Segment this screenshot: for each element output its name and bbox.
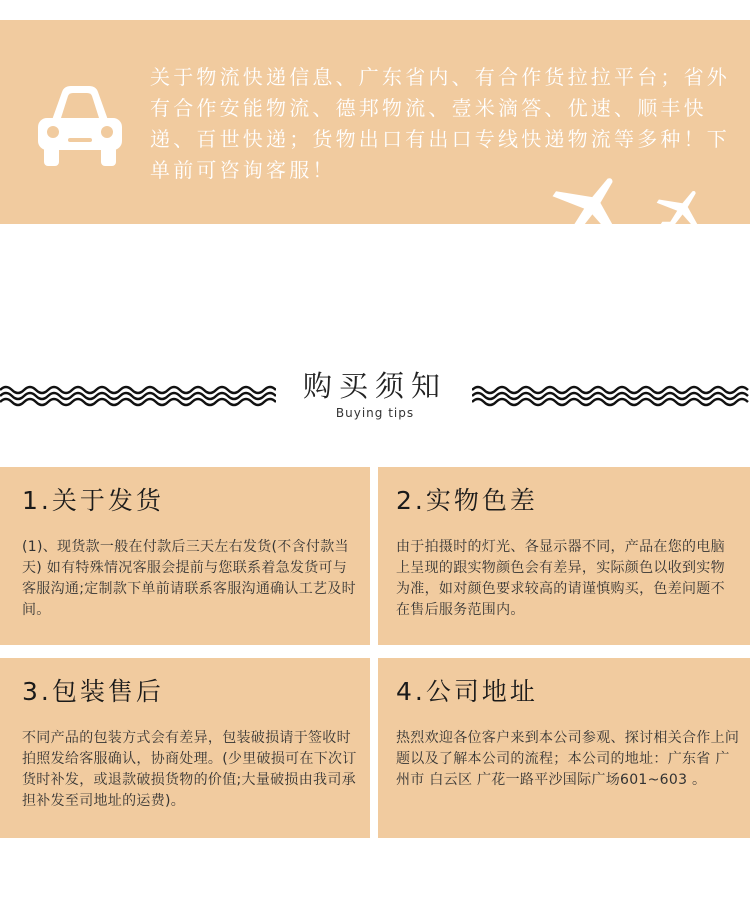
shipping-info-text: 关于物流快递信息、广东省内、有合作货拉拉平台；省外有合作安能物流、德邦物流、壹米滴答、优速、顺丰快递、百世快递；货物出口有出口专线快递物流等多种！下单前可咨询客服！ [150, 65, 730, 182]
card-title: 1.关于发货 [22, 486, 164, 515]
card-body: 由于拍摄时的灯光、各显示器不同，产品在您的电脑上呈现的跟实物颜色会有差异，实际颜色以收到实物为准，如对颜色要求较高的请谨慎购买，色差问题不在售后服务范围内。 [396, 539, 725, 618]
shipping-card [0, 467, 370, 645]
card-body: (1)、现货款一般在付款后三天左右发货(不含付款当天) 如有特殊情况客服会提前与您联系着急发货可与客服沟通;定制款下单前请联系客服沟通确认工艺及时间。 [22, 539, 356, 618]
section-subtitle: Buying tips [335, 406, 415, 420]
card-title: 3.包装售后 [22, 677, 164, 706]
wave-divider-right [472, 382, 750, 410]
car-icon [34, 80, 126, 170]
shipping-info-banner [0, 20, 750, 224]
card-body: 不同产品的包装方式会有差异，包装破损请于签收时拍照发给客服确认，协商处理。(少里破损可在下次订货时补发，或退款破损货物的价值;大量破损由我司承担补发至司地址的运费)。 [22, 730, 357, 809]
buying-tips-header [0, 362, 750, 432]
card-title: 2.实物色差 [396, 486, 538, 515]
packaging-after-sales-card [0, 658, 370, 838]
card-title: 4.公司地址 [396, 677, 538, 706]
airplane-icon [550, 172, 630, 246]
company-address-card [378, 658, 750, 838]
section-title: 购买须知 [302, 369, 447, 403]
card-body: 热烈欢迎各位客户来到本公司参观、探讨相关合作上问题以及了解本公司的流程；本公司的地址：广东省 广州市 白云区 广花一路平沙国际广场601~603 。 [396, 730, 740, 788]
airplane-icon [655, 186, 707, 236]
color-difference-card [378, 467, 750, 645]
